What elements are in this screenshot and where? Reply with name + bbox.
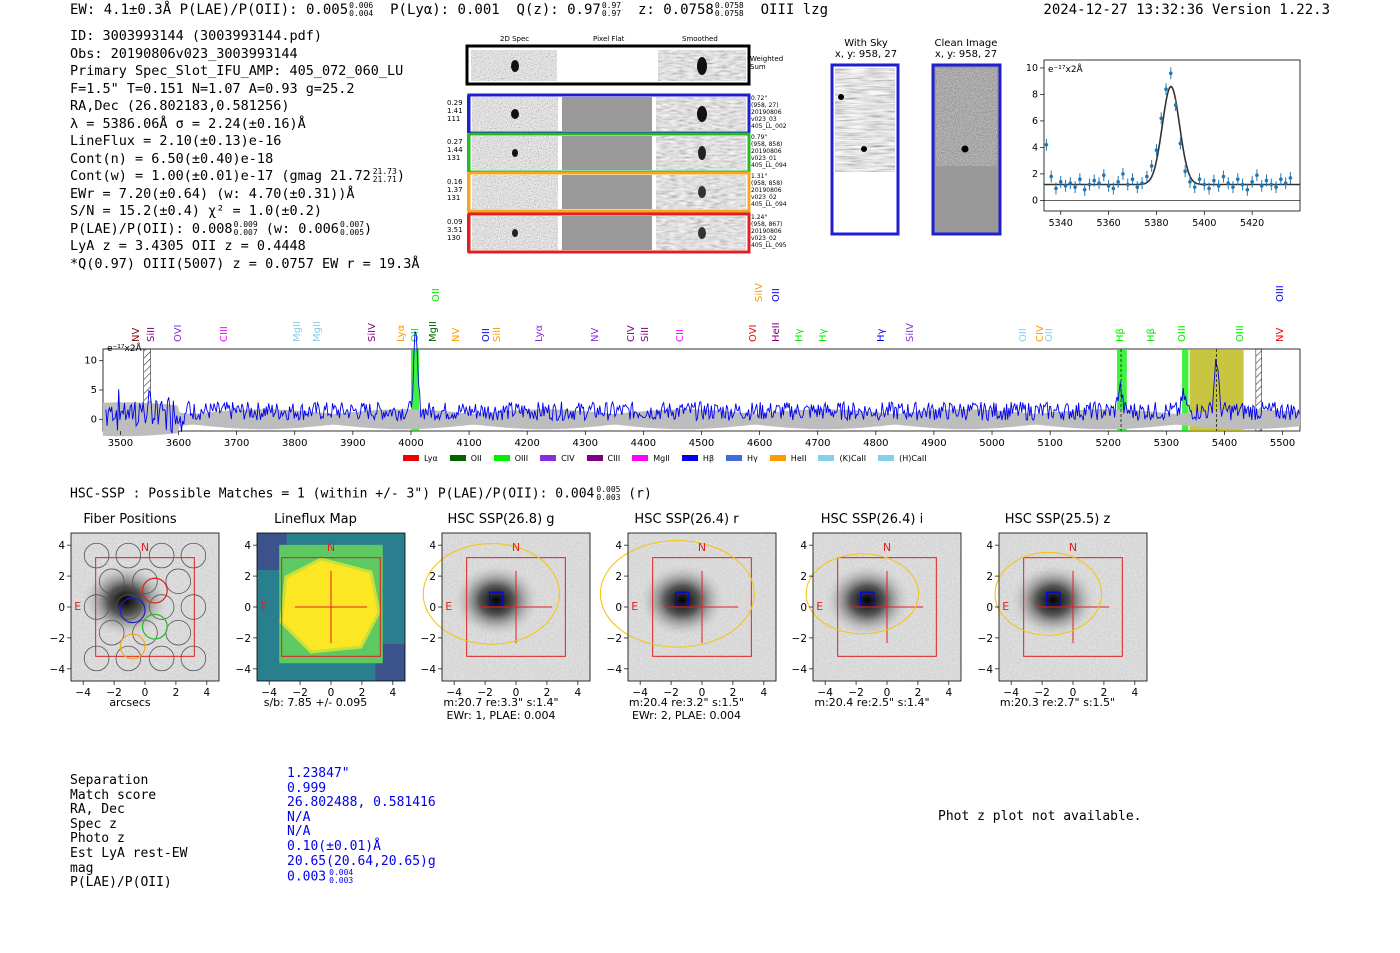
legend-entry: CIII: [587, 454, 621, 463]
spectral-line-label: OII: [431, 288, 443, 302]
sky-images: [826, 62, 1006, 238]
zoom-y-tick: 0: [1031, 195, 1038, 207]
hsc-panel-image: [787, 530, 957, 710]
info-primary: Primary Spec_Slot_IFU_AMP: 405_072_060_LU: [70, 63, 404, 79]
spectrum-x-tick: 3700: [223, 438, 250, 449]
col-2dspec-label: 2D Spec: [500, 35, 530, 43]
legend-entry: HeII: [770, 454, 807, 463]
spectral-line-label: OIII: [1234, 325, 1246, 342]
hsc-y-tick: −4: [49, 663, 65, 676]
row3-left: 0.16 1.37 131: [447, 178, 463, 202]
info-lya-z: LyA z = 3.4305 OII z = 0.4448: [70, 238, 306, 254]
info-ewr: EWr = 7.20(±0.64) (w: 4.70(±0.31))Å: [70, 185, 355, 202]
hsc-x-tick: 0: [1069, 687, 1076, 699]
spectrum-x-tick: 5100: [1037, 438, 1063, 449]
match-value: N/A: [287, 809, 311, 825]
hsc-x-tick: 0: [512, 687, 520, 699]
match-value: 0.10(±0.01)Å: [287, 838, 381, 854]
hsc-x-tick: −4: [1002, 687, 1019, 699]
sky-panels: [826, 38, 1006, 238]
cutout-row-4: [469, 214, 749, 252]
row1-meta: 0.72" (958, 27) 20190806 v023_03 405_LL_002: [751, 95, 787, 130]
row2-meta: 0.79" (958, 858) 20190806 v023_01 405_LL_094: [751, 134, 787, 169]
hsc-y-tick: 0: [58, 602, 65, 614]
cutout-row-3: [469, 173, 749, 211]
spectrum-x-tick: 4500: [688, 438, 715, 449]
spectrum-x-tick: 3800: [282, 438, 308, 449]
spectral-line-label: NV: [130, 327, 142, 342]
match-value: N/A: [287, 824, 311, 840]
hsc-y-tick: 0: [614, 602, 622, 614]
spectral-line-label: Lyα: [533, 324, 545, 342]
hsc-x-tick: 2: [914, 687, 922, 699]
hsc-y-tick: 2: [800, 571, 807, 584]
hsc-x-tick: 0: [698, 687, 705, 699]
info-id: ID: 3003993144 (3003993144.pdf): [70, 28, 322, 44]
spectrum-x-tick: 3600: [165, 438, 192, 449]
spectral-line-label: SiII: [640, 326, 652, 342]
hsc-panel-title: Lineflux Map: [274, 512, 357, 527]
spectral-line-label: OII: [771, 288, 783, 302]
spectrum-x-tick: 4800: [863, 438, 889, 449]
hsc-x-tick: −4: [75, 687, 91, 699]
match-key: Photo z: [70, 831, 125, 847]
hsc-x-tick: 0: [883, 687, 891, 699]
photz-message: Phot z plot not available.: [938, 809, 1142, 824]
row1-left: 0.29 1.41 111: [447, 99, 463, 123]
hsc-x-tick: −4: [446, 687, 462, 699]
north-label: N: [697, 541, 706, 555]
hsc-x-tick: 2: [358, 687, 365, 699]
spectrum-x-tick: 4300: [572, 438, 599, 449]
hsc-panel-title: HSC SSP(25.5) z: [1004, 512, 1111, 527]
spectral-line-label: Hγ: [875, 328, 887, 342]
hsc-y-tick: 0: [243, 602, 251, 614]
hsc-y-tick: −2: [420, 632, 436, 645]
hsc-y-tick: −4: [235, 663, 251, 676]
spectral-line-label: OII: [1017, 328, 1029, 342]
hsc-panel-caption: m:20.4 re:3.2" s:1.5" EWr: 2, PLAE: 0.004: [628, 696, 745, 722]
zoom-line-chart: [1025, 55, 1320, 235]
spectrum-x-tick: 4400: [630, 438, 657, 449]
spectrum-x-tick: 5500: [1269, 438, 1296, 449]
cutout-row-2: [469, 134, 749, 172]
row4-meta: 1.24" (958, 867) 20190806 v023_02 405_LL_095: [751, 214, 787, 249]
hsc-x-tick: −2: [477, 687, 493, 699]
hsc-panel-image: [602, 530, 772, 710]
hsc-x-tick: −2: [106, 687, 122, 699]
legend-entry: OII: [450, 454, 482, 463]
hsc-y-tick: 4: [985, 540, 993, 553]
hsc-panel-caption: m:20.3 re:2.7" s:1.5": [999, 696, 1116, 709]
legend-entry: MgII: [632, 454, 670, 463]
hsc-y-tick: −4: [977, 663, 993, 676]
spectrum-x-tick: 5200: [1095, 438, 1121, 449]
hsc-x-tick: 4: [759, 687, 767, 699]
match-key: mag: [70, 860, 94, 876]
info-sn: S/N = 15.2(±0.4) χ² = 1.0(±0.2): [70, 203, 322, 219]
zoom-y-tick: 6: [1031, 115, 1038, 127]
hsc-x-tick: 4: [388, 687, 396, 699]
match-key: Separation: [70, 773, 149, 788]
hsc-x-tick: −4: [631, 687, 648, 699]
zoom-y-tick: 2: [1031, 168, 1038, 180]
match-value: 1.23847": [287, 766, 350, 781]
spectral-line-label: SiIV: [904, 323, 916, 342]
weighted-source: [511, 60, 519, 72]
match-values: [287, 767, 436, 885]
spectral-line-label: CIV: [625, 325, 637, 342]
hsc-y-tick: −2: [235, 632, 251, 645]
hsc-y-tick: −4: [606, 663, 622, 676]
cutout-row-1: [469, 95, 749, 133]
spectral-line-label: OVI: [747, 324, 759, 342]
zoom-x-tick: 5400: [1192, 218, 1217, 229]
east-label: E: [259, 600, 267, 613]
north-label: N: [882, 541, 892, 555]
legend-entry: (H)CaII: [878, 454, 926, 463]
legend-entry: CIV: [540, 454, 574, 463]
spectrum-y-tick: 5: [90, 385, 97, 396]
match-value: 0.003 0.004 0.003: [287, 868, 354, 886]
spectrum-x-tick: 4000: [398, 438, 424, 449]
hsc-panel-caption: arcsecs: [109, 696, 151, 709]
spectral-line-label: Hγ: [794, 328, 806, 342]
north-label: N: [1068, 541, 1077, 555]
hsc-y-tick: 2: [614, 571, 622, 584]
hsc-x-tick: −4: [260, 687, 277, 699]
hsc-panels: [40, 512, 1170, 727]
zoom-y-tick: 4: [1031, 142, 1038, 154]
spectrum-x-tick: 5400: [1211, 438, 1238, 449]
hsc-panel-title: HSC SSP(26.8) g: [447, 512, 555, 527]
hsc-x-tick: 4: [1130, 687, 1138, 699]
hsc-y-tick: 4: [429, 540, 436, 553]
info-oiii-z: *Q(0.97) OIII(5007) z = 0.0757 EW r = 19.3Å: [70, 255, 420, 272]
east-label: E: [445, 600, 453, 613]
zoom-x-tick: 5360: [1096, 218, 1121, 229]
hsc-x-tick: −2: [848, 687, 864, 699]
hsc-y-tick: 2: [429, 571, 436, 584]
info-lineflux: LineFlux = 2.10(±0.13)e-16: [70, 133, 282, 149]
spectrum-x-tick: 5000: [979, 438, 1005, 449]
zoom-x-tick: 5340: [1048, 218, 1073, 229]
spectral-line-label: NV: [589, 327, 601, 342]
hsc-panel-image: [231, 530, 401, 710]
hsc-x-tick: 2: [1100, 687, 1107, 699]
spectral-line-label: MgII: [291, 321, 303, 342]
match-value: 0.999: [287, 780, 327, 796]
legend-entry: (K)CaII: [818, 454, 866, 463]
header-datetime: 2024-12-27 13:32:36 Version 1.22.3: [1043, 2, 1330, 18]
hsc-x-tick: 2: [543, 687, 551, 699]
info-radec: RA,Dec (26.802183,0.581256): [70, 98, 290, 114]
zoom-y-tick: 10: [1025, 62, 1038, 74]
match-key: Est LyA rest-EW: [70, 845, 188, 861]
spectrum-y-unit: e⁻¹⁷x2Å: [107, 344, 142, 354]
hsc-y-tick: 4: [58, 540, 65, 553]
spectral-line-label: CIV: [1035, 325, 1047, 342]
zoom-x-tick: 5380: [1144, 218, 1169, 229]
hsc-panel-title: Fiber Positions: [83, 512, 177, 527]
spectral-line-label: NV: [1275, 327, 1287, 342]
spectrum-x-tick: 4200: [514, 438, 540, 449]
legend-entry: OIII: [494, 454, 528, 463]
match-key: Match score: [70, 787, 157, 803]
hsc-y-tick: 0: [985, 602, 993, 614]
hsc-y-tick: 0: [800, 602, 807, 614]
hsc-y-tick: 2: [243, 571, 251, 584]
row3-meta: 1.31" (958, 858) 20190806 v023_02 405_LL_094: [751, 173, 787, 208]
east-label: E: [1001, 600, 1009, 613]
hsc-x-tick: 2: [172, 687, 180, 699]
north-label: N: [140, 541, 150, 555]
hsc-panel-title: HSC SSP(26.4) r: [634, 512, 739, 527]
spectral-line-label: OIII: [1275, 285, 1287, 302]
spectrum-legend: [403, 446, 939, 465]
info-params: F=1.5" T=0.151 N=1.07 A=0.93 g=25.2: [70, 80, 355, 97]
spectral-line-label: OIII: [1176, 325, 1188, 342]
spectrum-section: [84, 278, 1305, 468]
hsc-panel-image: [973, 530, 1143, 710]
spectrum-x-tick: 4900: [921, 438, 947, 449]
spectral-line-label: OII: [409, 328, 421, 342]
spectral-line-label: Hβ: [1115, 328, 1127, 342]
hsc-x-tick: 0: [327, 687, 334, 699]
hsc-y-tick: 2: [985, 571, 993, 584]
hsc-x-tick: 4: [574, 687, 582, 699]
spectral-line-label: Lyα: [396, 324, 408, 342]
with-sky-image: [835, 68, 895, 172]
hsc-x-tick: 0: [141, 687, 149, 699]
with-sky-title: With Sky x, y: 958, 27: [834, 38, 898, 60]
spectral-line-label: OII: [480, 328, 492, 342]
spectrum-y-tick: 10: [84, 355, 97, 367]
east-label: E: [74, 600, 82, 613]
hsc-x-tick: −4: [817, 687, 833, 699]
col-smoothed-label: Smoothed: [682, 35, 718, 43]
cutout-images: [445, 33, 795, 258]
hsc-panel-caption: s/b: 7.85 +/- 0.095: [263, 696, 368, 709]
east-label: E: [816, 600, 824, 613]
spectral-line-label: MgII: [428, 321, 440, 342]
east-label: E: [630, 600, 638, 613]
hsc-x-tick: −2: [1033, 687, 1050, 699]
hsc-x-tick: −2: [291, 687, 308, 699]
spectrum-x-tick: 4700: [804, 438, 831, 449]
info-contw: Cont(w) = 1.00(±0.01)e-17 (gmag 21.72 21.73 21.71 ): [70, 167, 405, 184]
hsc-y-tick: −2: [791, 632, 807, 645]
spectral-line-label: SiII: [146, 326, 158, 342]
hsc-x-tick: 4: [203, 687, 211, 699]
row4-left: 0.09 3.51 130: [447, 218, 463, 242]
match-value: 20.65(20.64,20.65)g: [287, 853, 436, 869]
clean-image-title: Clean Image x, y: 958, 27: [934, 38, 998, 60]
match-keys: [70, 774, 187, 891]
info-block: [70, 28, 420, 273]
hsc-y-tick: 2: [58, 571, 65, 584]
legend-entry: Hγ: [726, 454, 758, 463]
info-plae: P(LAE)/P(OII): 0.008 0.009 0.007 (w: 0.006 0.007 0.005 ): [70, 219, 373, 237]
hsc-panel-image: [45, 530, 215, 710]
match-key: RA, Dec: [70, 802, 125, 818]
spectral-line-labels: [95, 278, 1305, 348]
spectrum-x-tick: 3900: [340, 438, 366, 449]
spectral-line-label: HeII: [771, 322, 783, 342]
hsc-panel-caption: m:20.7 re:3.3" s:1.4" EWr: 1, PLAE: 0.004: [443, 696, 559, 722]
match-key: P(LAE)/P(OII): [70, 875, 172, 891]
hsc-panel-title: HSC SSP(26.4) i: [820, 512, 924, 527]
weighted-sum-label: Weighted Sum: [750, 55, 784, 71]
hsc-y-tick: −4: [420, 663, 436, 676]
hsc-y-tick: 0: [429, 602, 436, 614]
spectrum-x-tick: 3500: [107, 438, 134, 449]
spectrum-x-tick: 5300: [1153, 438, 1180, 449]
spectral-line-label: CIII: [219, 326, 231, 342]
spectral-line-label: Hβ: [1145, 328, 1157, 342]
zoom-y-unit: e⁻¹⁷x2Å: [1048, 65, 1083, 75]
hsc-y-tick: −2: [977, 632, 993, 645]
info-lambda: λ = 5386.06Å σ = 2.24(±0.16)Å: [70, 115, 306, 132]
hsc-x-tick: 2: [729, 687, 736, 699]
info-contn: Cont(n) = 6.50(±0.40)e-18: [70, 150, 274, 167]
hsc-y-tick: 4: [243, 540, 251, 553]
hsc-panel-image: [416, 530, 586, 710]
hsc-summary: HSC-SSP : Possible Matches = 1 (within +/- 3") P(LAE)/P(OII): 0.004 0.005 0.003 (r): [70, 485, 652, 502]
cutout-grid: [445, 33, 795, 258]
info-obs: Obs: 20190806v023_3003993144: [70, 45, 298, 62]
spectral-line-label: OII: [1044, 328, 1056, 342]
weighted-smoothed-source: [697, 57, 707, 75]
spectral-line-label: OVI: [172, 324, 184, 342]
hsc-y-tick: −4: [791, 663, 807, 676]
hsc-y-tick: −2: [606, 632, 622, 645]
hsc-panel-caption: m:20.4 re:2.5" s:1.4": [814, 696, 930, 709]
legend-entry: Lyα: [403, 454, 438, 463]
spectral-line-label: SiII: [492, 326, 504, 342]
spectrum-x-tick: 4600: [746, 438, 773, 449]
north-label: N: [326, 541, 335, 555]
zoom-x-tick: 5420: [1240, 218, 1265, 229]
zoom-y-tick: 8: [1031, 89, 1038, 101]
match-key: Spec z: [70, 816, 117, 832]
hsc-y-tick: −2: [49, 632, 65, 645]
legend-entry: Hβ: [682, 454, 714, 463]
full-spectrum-chart: [84, 343, 1305, 453]
header-summary: EW: 4.1±0.3Å P(LAE)/P(OII): 0.005 0.006 0.004 P(Lyα): 0.001 Q(z): 0.97 0.97 0.97 z: 0.0758 0.0758 0.0758 OIII lzg: [70, 1, 829, 18]
row2-left: 0.27 1.44 131: [447, 138, 463, 162]
hsc-x-tick: 4: [945, 687, 953, 699]
spectral-line-label: SiIV: [753, 283, 765, 302]
hsc-x-tick: −2: [662, 687, 679, 699]
hsc-y-tick: 4: [614, 540, 622, 553]
north-label: N: [511, 541, 521, 555]
spectrum-x-tick: 4100: [456, 438, 482, 449]
match-value: 26.802488, 0.581416: [287, 795, 436, 811]
col-pixelflat-label: Pixel Flat: [593, 35, 625, 43]
spectral-line-label: Hγ: [817, 328, 829, 342]
spectral-line-label: MgII: [311, 321, 323, 342]
spectral-line-label: SiIV: [367, 323, 379, 342]
spectral-line-label: CII: [675, 329, 687, 342]
spectral-line-label: NV: [451, 327, 463, 342]
hsc-y-tick: 4: [800, 540, 807, 553]
spectrum-y-tick: 0: [90, 414, 97, 426]
